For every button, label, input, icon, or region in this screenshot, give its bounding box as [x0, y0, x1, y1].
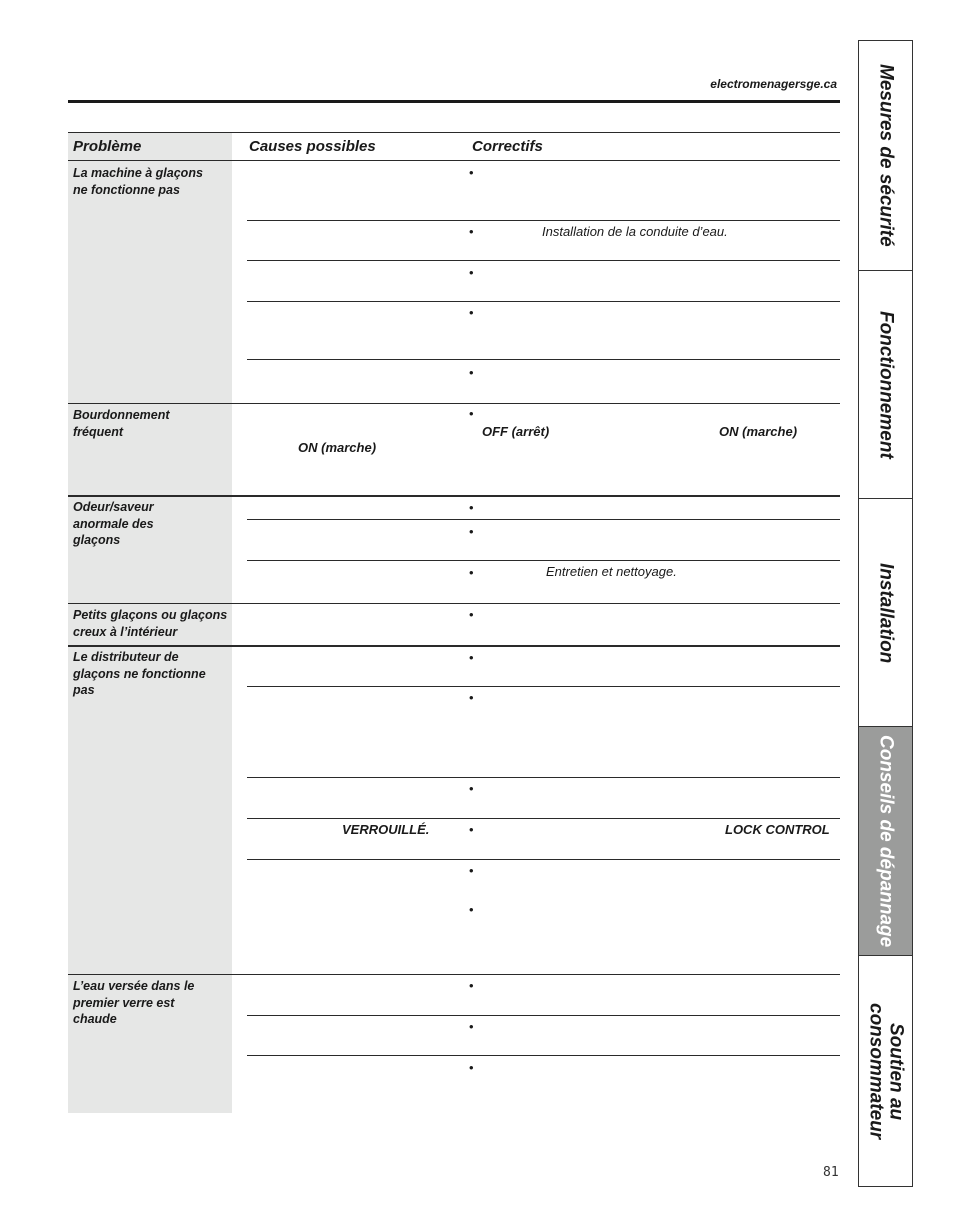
row-rule	[247, 519, 840, 520]
problem-dispenser: Le distributeur de glaçons ne fonctionne pas	[73, 650, 206, 697]
bullet: •	[469, 781, 474, 796]
column-header-correctifs: Correctifs	[472, 138, 543, 155]
row-rule	[247, 220, 840, 221]
tab-operation-label: Fonctionnement	[875, 311, 897, 459]
header-rule	[68, 100, 840, 103]
problem-ice-maker: La machine à glaçons ne fonctionne pas	[73, 166, 203, 197]
tab-operation[interactable]	[859, 270, 912, 499]
bullet: •	[469, 524, 474, 539]
tab-installation[interactable]	[859, 498, 912, 727]
tab-installation-label: Installation	[875, 562, 897, 664]
bullet: •	[469, 650, 474, 665]
bullet: •	[469, 165, 474, 180]
row-rule	[247, 301, 840, 302]
tab-troubleshooting[interactable]	[859, 726, 912, 956]
row-rule	[247, 818, 840, 819]
bullet: •	[469, 1060, 474, 1075]
problem-warm-water: L’eau versée dans le premier verre est chaude	[73, 979, 195, 1026]
section-rule	[68, 974, 840, 975]
bullet: •	[469, 1019, 474, 1034]
column-header-probleme: Problème	[73, 138, 142, 155]
column-header-causes: Causes possibles	[249, 138, 376, 155]
row-rule	[247, 260, 840, 261]
bullet: •	[469, 863, 474, 878]
row-rule	[247, 359, 840, 360]
bullet: •	[469, 902, 474, 917]
tab-consumer-support[interactable]	[859, 955, 912, 1187]
table-top-rule	[68, 132, 840, 133]
cleaning-reference: Entretien et nettoyage.	[546, 564, 677, 579]
row-rule	[247, 686, 840, 687]
tab-consumer-support-label: Soutien au consommateur	[865, 1003, 907, 1140]
section-rule	[68, 645, 840, 647]
installation-reference: Installation de la conduite d’eau.	[542, 224, 728, 239]
bullet: •	[469, 265, 474, 280]
tab-safety[interactable]	[859, 41, 912, 270]
problem-humming: Bourdonnement fréquent	[73, 408, 170, 439]
on-marche-cause-label: ON (marche)	[298, 440, 377, 455]
off-arret-label: OFF (arrêt)	[482, 424, 550, 439]
section-rule	[68, 603, 840, 604]
row-rule	[247, 560, 840, 561]
bullet: •	[469, 365, 474, 380]
problem-odor-taste: Odeur/saveur anormale des glaçons	[73, 500, 154, 547]
row-rule	[247, 777, 840, 778]
site-url: electromenagersge.ca	[710, 77, 837, 91]
header-bottom-rule	[68, 160, 840, 161]
bullet: •	[469, 607, 474, 622]
on-marche-label: ON (marche)	[719, 424, 798, 439]
row-rule	[247, 1055, 840, 1056]
section-tabs	[858, 40, 913, 1187]
bullet: •	[469, 406, 474, 421]
bullet: •	[469, 305, 474, 320]
bullet: •	[469, 500, 474, 515]
bullet: •	[469, 690, 474, 705]
bullet: •	[469, 978, 474, 993]
tab-safety-label: Mesures de sécurité	[875, 64, 897, 247]
row-rule	[247, 1015, 840, 1016]
section-rule	[68, 495, 840, 497]
bullet: •	[469, 565, 474, 580]
bullet: •	[469, 822, 474, 837]
lock-control-label: LOCK CONTROL	[725, 822, 830, 837]
problem-small-cubes: Petits glaçons ou glaçons creux à l’intérieur	[73, 608, 228, 639]
verrouille-label: VERROUILLÉ.	[342, 822, 430, 837]
bullet: •	[469, 224, 474, 239]
tab-troubleshooting-label: Conseils de dépannage	[875, 735, 897, 948]
row-rule	[247, 859, 840, 860]
section-rule	[68, 403, 840, 404]
page-number: 81	[823, 1165, 839, 1180]
